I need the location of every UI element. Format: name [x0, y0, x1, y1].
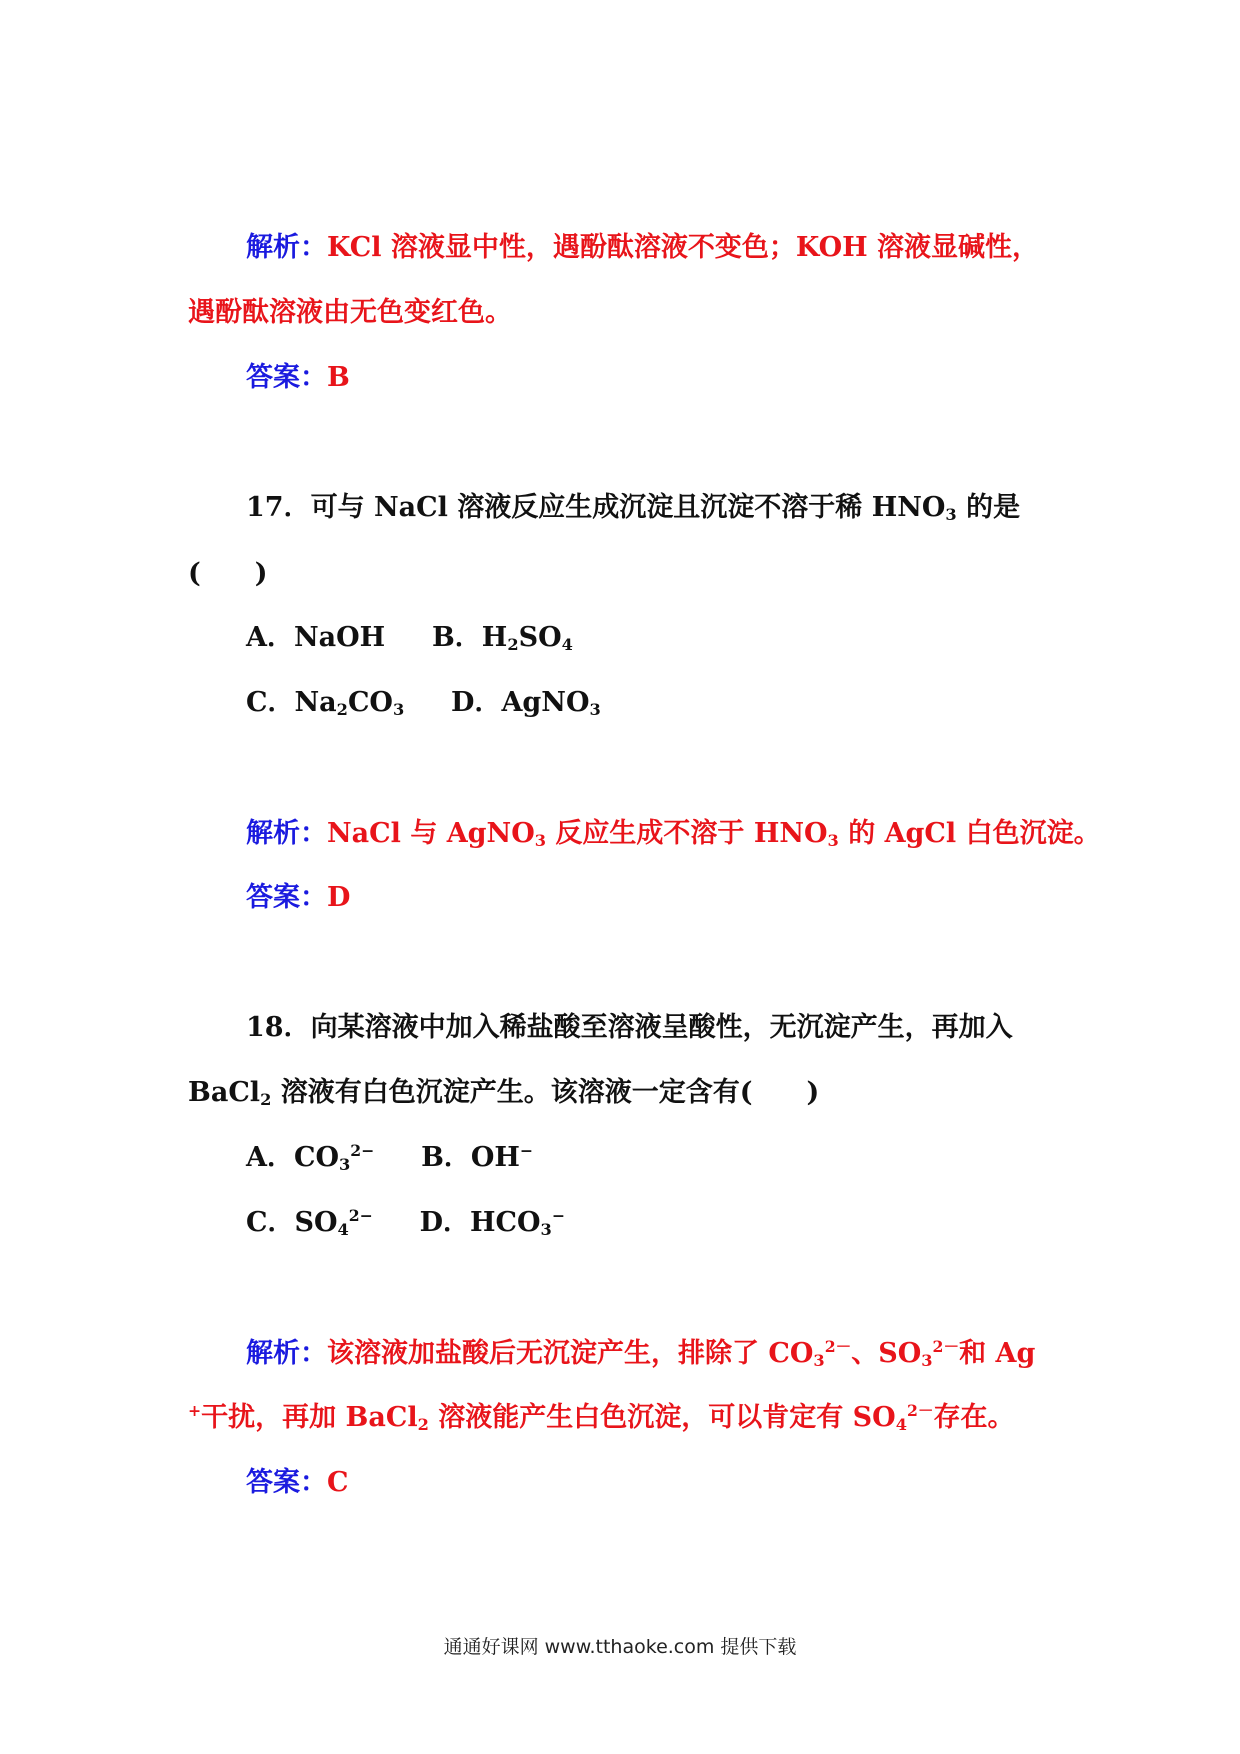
answer-label: 答案：: [246, 1467, 327, 1498]
q18-stem-line-1: 18．向某溶液中加入稀盐酸至溶液呈酸性，无沉淀产生，再加入: [246, 1012, 1013, 1043]
analysis-label: 解析：: [246, 1338, 327, 1369]
q18-options-cd: [246, 1205, 565, 1241]
q17-stem: [246, 490, 1020, 526]
answer-value: B: [327, 362, 350, 393]
q17-stem-text: 17．可与 NaCl 溶液反应生成沉淀且沉淀不溶于稀 HNO: [246, 492, 946, 523]
option-a: A．NaOH: [246, 622, 386, 653]
q16-analysis-line-2: 遇酚酞溶液由无色变红色。: [188, 297, 512, 328]
analysis-text: NaCl 与 AgNO$_3$ 反应生成不溶于 $HNO_3$ 的 AgCl 白色沉淀。: [327, 818, 1101, 850]
option-b: B．OH−: [421, 1141, 534, 1173]
option-b: B．$H_2SO_4$: [431, 622, 573, 654]
q16-analysis-line-1: [246, 230, 1039, 266]
option-d: D．AgNO$_3$: [451, 687, 601, 719]
answer-label: 答案：: [246, 882, 327, 913]
analysis-text: 该溶液加盐酸后无沉淀产生，排除了 $CO_3^{2-}$、$SO_3^{2-}$和 Ag: [327, 1337, 1036, 1370]
q18-stem-line-2: BaCl$_2$ 溶液有白色沉淀产生。该溶液一定含有( ): [188, 1077, 820, 1109]
footer-source: 通通好课网 www.tthaoke.com 提供下载: [443, 1636, 797, 1658]
q17-options-ab: [246, 620, 573, 656]
q17-options-cd: [246, 685, 601, 721]
option-c: C．$Na_2CO_3$: [246, 687, 405, 719]
option-a: A．$CO_3^{2-}$: [246, 1141, 375, 1174]
answer-label: 答案：: [246, 362, 327, 393]
analysis-label: 解析：: [246, 818, 327, 849]
q17-analysis: [246, 816, 1101, 852]
q18-options-ab: [246, 1140, 533, 1176]
analysis-label: 解析：: [246, 232, 327, 263]
subscript: 3: [945, 505, 957, 524]
q18-analysis-line-2: +干扰，再加 BaCl$_2$ 溶液能产生白色沉淀，可以肯定有 $SO_4^{2-}$存在。: [188, 1401, 1015, 1434]
option-d: D．$HCO_3^-$: [419, 1206, 565, 1239]
q17-stem-text-end: 的是: [956, 492, 1021, 523]
q17-answer-paren: ( ): [188, 558, 268, 589]
analysis-text: KCl 溶液显中性，遇酚酞溶液不变色；KOH 溶液显碱性，: [327, 232, 1040, 263]
option-c: C．$SO_4^{2-}$: [246, 1206, 373, 1239]
answer-value: C: [327, 1467, 349, 1498]
answer-value: D: [327, 882, 351, 913]
q16-answer: [246, 360, 350, 396]
q17-answer: [246, 880, 350, 916]
q18-answer: [246, 1465, 349, 1501]
q18-analysis-line-1: [246, 1336, 1035, 1372]
